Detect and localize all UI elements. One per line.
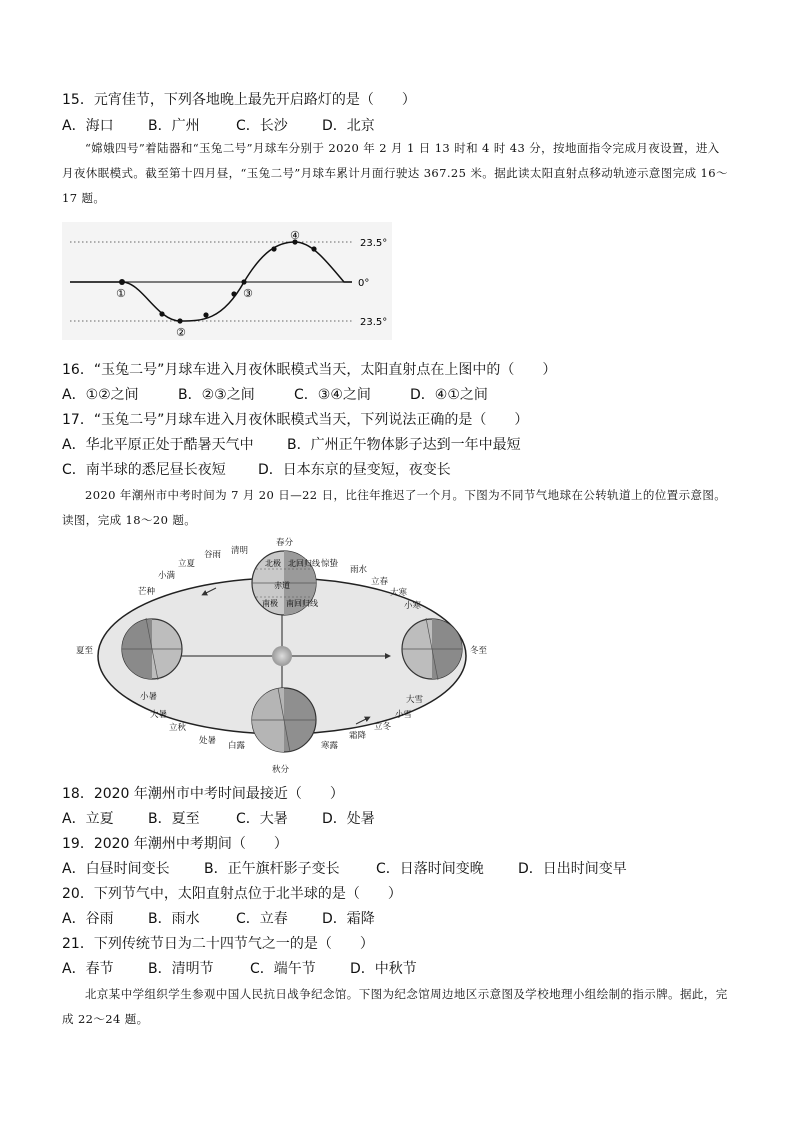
lat-top-label: 23.5° <box>360 238 388 249</box>
option-b: B．②③之间 <box>178 387 255 403</box>
option-b: B．夏至 <box>148 811 200 827</box>
option-c: C．立春 <box>236 911 288 927</box>
q20-stem: 20．下列节气中，太阳直射点位于北半球的是（ ） <box>62 886 402 902</box>
option-c: C．长沙 <box>236 118 288 134</box>
option-a: A．谷雨 <box>62 911 114 927</box>
term-chushu: 处暑 <box>199 736 217 746</box>
q18-options <box>62 809 375 829</box>
term-guyu: 谷雨 <box>204 550 222 560</box>
q15-stem: 15．元宵佳节，下列各地晚上最先开启路灯的是（ ） <box>62 92 416 108</box>
term-bailu: 白露 <box>228 741 246 751</box>
option-d: D．北京 <box>322 118 375 134</box>
term-xiaohan: 小寒 <box>404 601 422 611</box>
term-jingzhe: 惊蛰 <box>321 559 339 569</box>
marker-3: ③ <box>243 287 253 300</box>
option-d: D．④①之间 <box>410 387 488 403</box>
term-hanlu: 寒露 <box>321 741 339 751</box>
q20-options <box>62 909 375 929</box>
term-mangzhong: 芒种 <box>138 587 156 597</box>
globe-label-chidao: 赤道 <box>274 581 290 590</box>
term-dongzhi: 冬至 <box>470 646 488 656</box>
sun-point-trajectory-figure <box>62 222 392 340</box>
term-lixia: 立夏 <box>178 559 196 569</box>
term-lidong: 立冬 <box>374 722 392 732</box>
q21-options <box>62 959 417 979</box>
lat-bottom-label: 23.5° <box>360 317 388 328</box>
term-xiaoxue: 小雪 <box>395 710 413 720</box>
term-xiaoman: 小满 <box>158 571 176 581</box>
q16-stem: 16．“玉兔二号”月球车进入月夜休眠模式当天，太阳直射点在上图中的（ ） <box>62 362 557 378</box>
q15-options <box>62 116 375 136</box>
q21-stem: 21．下列传统节日为二十四节气之一的是（ ） <box>62 936 374 952</box>
option-d: D．处暑 <box>322 811 375 827</box>
option-c: C．③④之间 <box>294 387 371 403</box>
term-daxue: 大雪 <box>406 695 424 705</box>
option-d: D．日出时间变早 <box>518 861 627 877</box>
q17-options-row1 <box>62 435 521 455</box>
term-xiaoshu: 小暑 <box>140 692 158 702</box>
option-c: C．南半球的悉尼昼长夜短 <box>62 462 226 478</box>
term-chunfen: 春分 <box>276 538 294 548</box>
globe-label-beihui: 北回归线 <box>288 559 320 568</box>
option-a: A．海口 <box>62 118 114 134</box>
q17-stem: 17．“玉兔二号”月球车进入月夜休眠模式当天，下列说法正确的是（ ） <box>62 412 529 428</box>
passage-moon-rover: “嫦娥四号”着陆器和“玉兔二号”月球车分别于 2020 年 2 月 1 日 13 时和 4 时 43 分，按地面指令完成月夜设置，进入月夜休眠模式。截至第十四月昼，“玉兔二号”月球车累计月面行驶达 367.25 米。据此读太阳直射点移动轨迹示意图完成 16～17 题。 <box>62 141 728 205</box>
option-b: B．广州正午物体影子达到一年中最短 <box>287 437 521 453</box>
option-a: A．华北平原正处于酷暑天气中 <box>62 437 254 453</box>
option-d: D．霜降 <box>322 911 375 927</box>
term-qiufen: 秋分 <box>272 765 290 775</box>
q19-options <box>62 859 627 879</box>
option-c: C．大暑 <box>236 811 288 827</box>
option-b: B．正午旗杆影子变长 <box>204 861 340 877</box>
option-b: B．清明节 <box>148 961 214 977</box>
term-yushui: 雨水 <box>350 565 368 575</box>
q18-stem: 18．2020 年潮州市中考时间最接近（ ） <box>62 786 344 802</box>
q17-options-row2 <box>62 460 451 480</box>
option-d: D．中秋节 <box>350 961 417 977</box>
marker-1: ① <box>116 287 126 300</box>
term-shuangjiang: 霜降 <box>349 731 367 741</box>
option-b: B．广州 <box>148 118 200 134</box>
lat-zero-label: 0° <box>358 278 370 289</box>
term-xiazhi: 夏至 <box>76 646 94 656</box>
marker-2: ② <box>176 326 186 339</box>
passage-museum-visit: 北京某中学组织学生参观中国人民抗日战争纪念馆。下图为纪念馆周边地区示意图及学校地理小组绘制的指示牌。据此，完成 22～24 题。 <box>62 987 728 1026</box>
q19-stem: 19．2020 年潮州中考期间（ ） <box>62 836 288 852</box>
option-b: B．雨水 <box>148 911 200 927</box>
q16-options <box>62 385 488 405</box>
term-qingming: 清明 <box>231 546 249 556</box>
marker-4: ④ <box>290 229 300 242</box>
option-d: D．日本东京的昼变短，夜变长 <box>258 462 451 478</box>
globe-label-nanji: 南极 <box>262 599 278 608</box>
term-dashu: 大暑 <box>150 710 168 720</box>
passage-exam-date: 2020 年潮州市中考时间为 7 月 20 日—22 日，比往年推迟了一个月。下图为不同节气地球在公转轨道上的位置示意图。读图，完成 18～20 题。 <box>62 488 727 527</box>
term-dahan: 大寒 <box>390 588 408 598</box>
option-a: A．春节 <box>62 961 114 977</box>
term-liqiu: 立秋 <box>169 723 187 733</box>
option-c: C．日落时间变晚 <box>376 861 484 877</box>
solar-terms-orbit-figure <box>66 536 500 776</box>
option-a: A．立夏 <box>62 811 114 827</box>
globe-label-nanhui: 南回归线 <box>286 599 318 608</box>
globe-label-beiji: 北极 <box>265 559 281 568</box>
term-lichun: 立春 <box>371 577 389 587</box>
option-a: A．①②之间 <box>62 387 139 403</box>
option-a: A．白昼时间变长 <box>62 861 170 877</box>
option-c: C．端午节 <box>250 961 316 977</box>
